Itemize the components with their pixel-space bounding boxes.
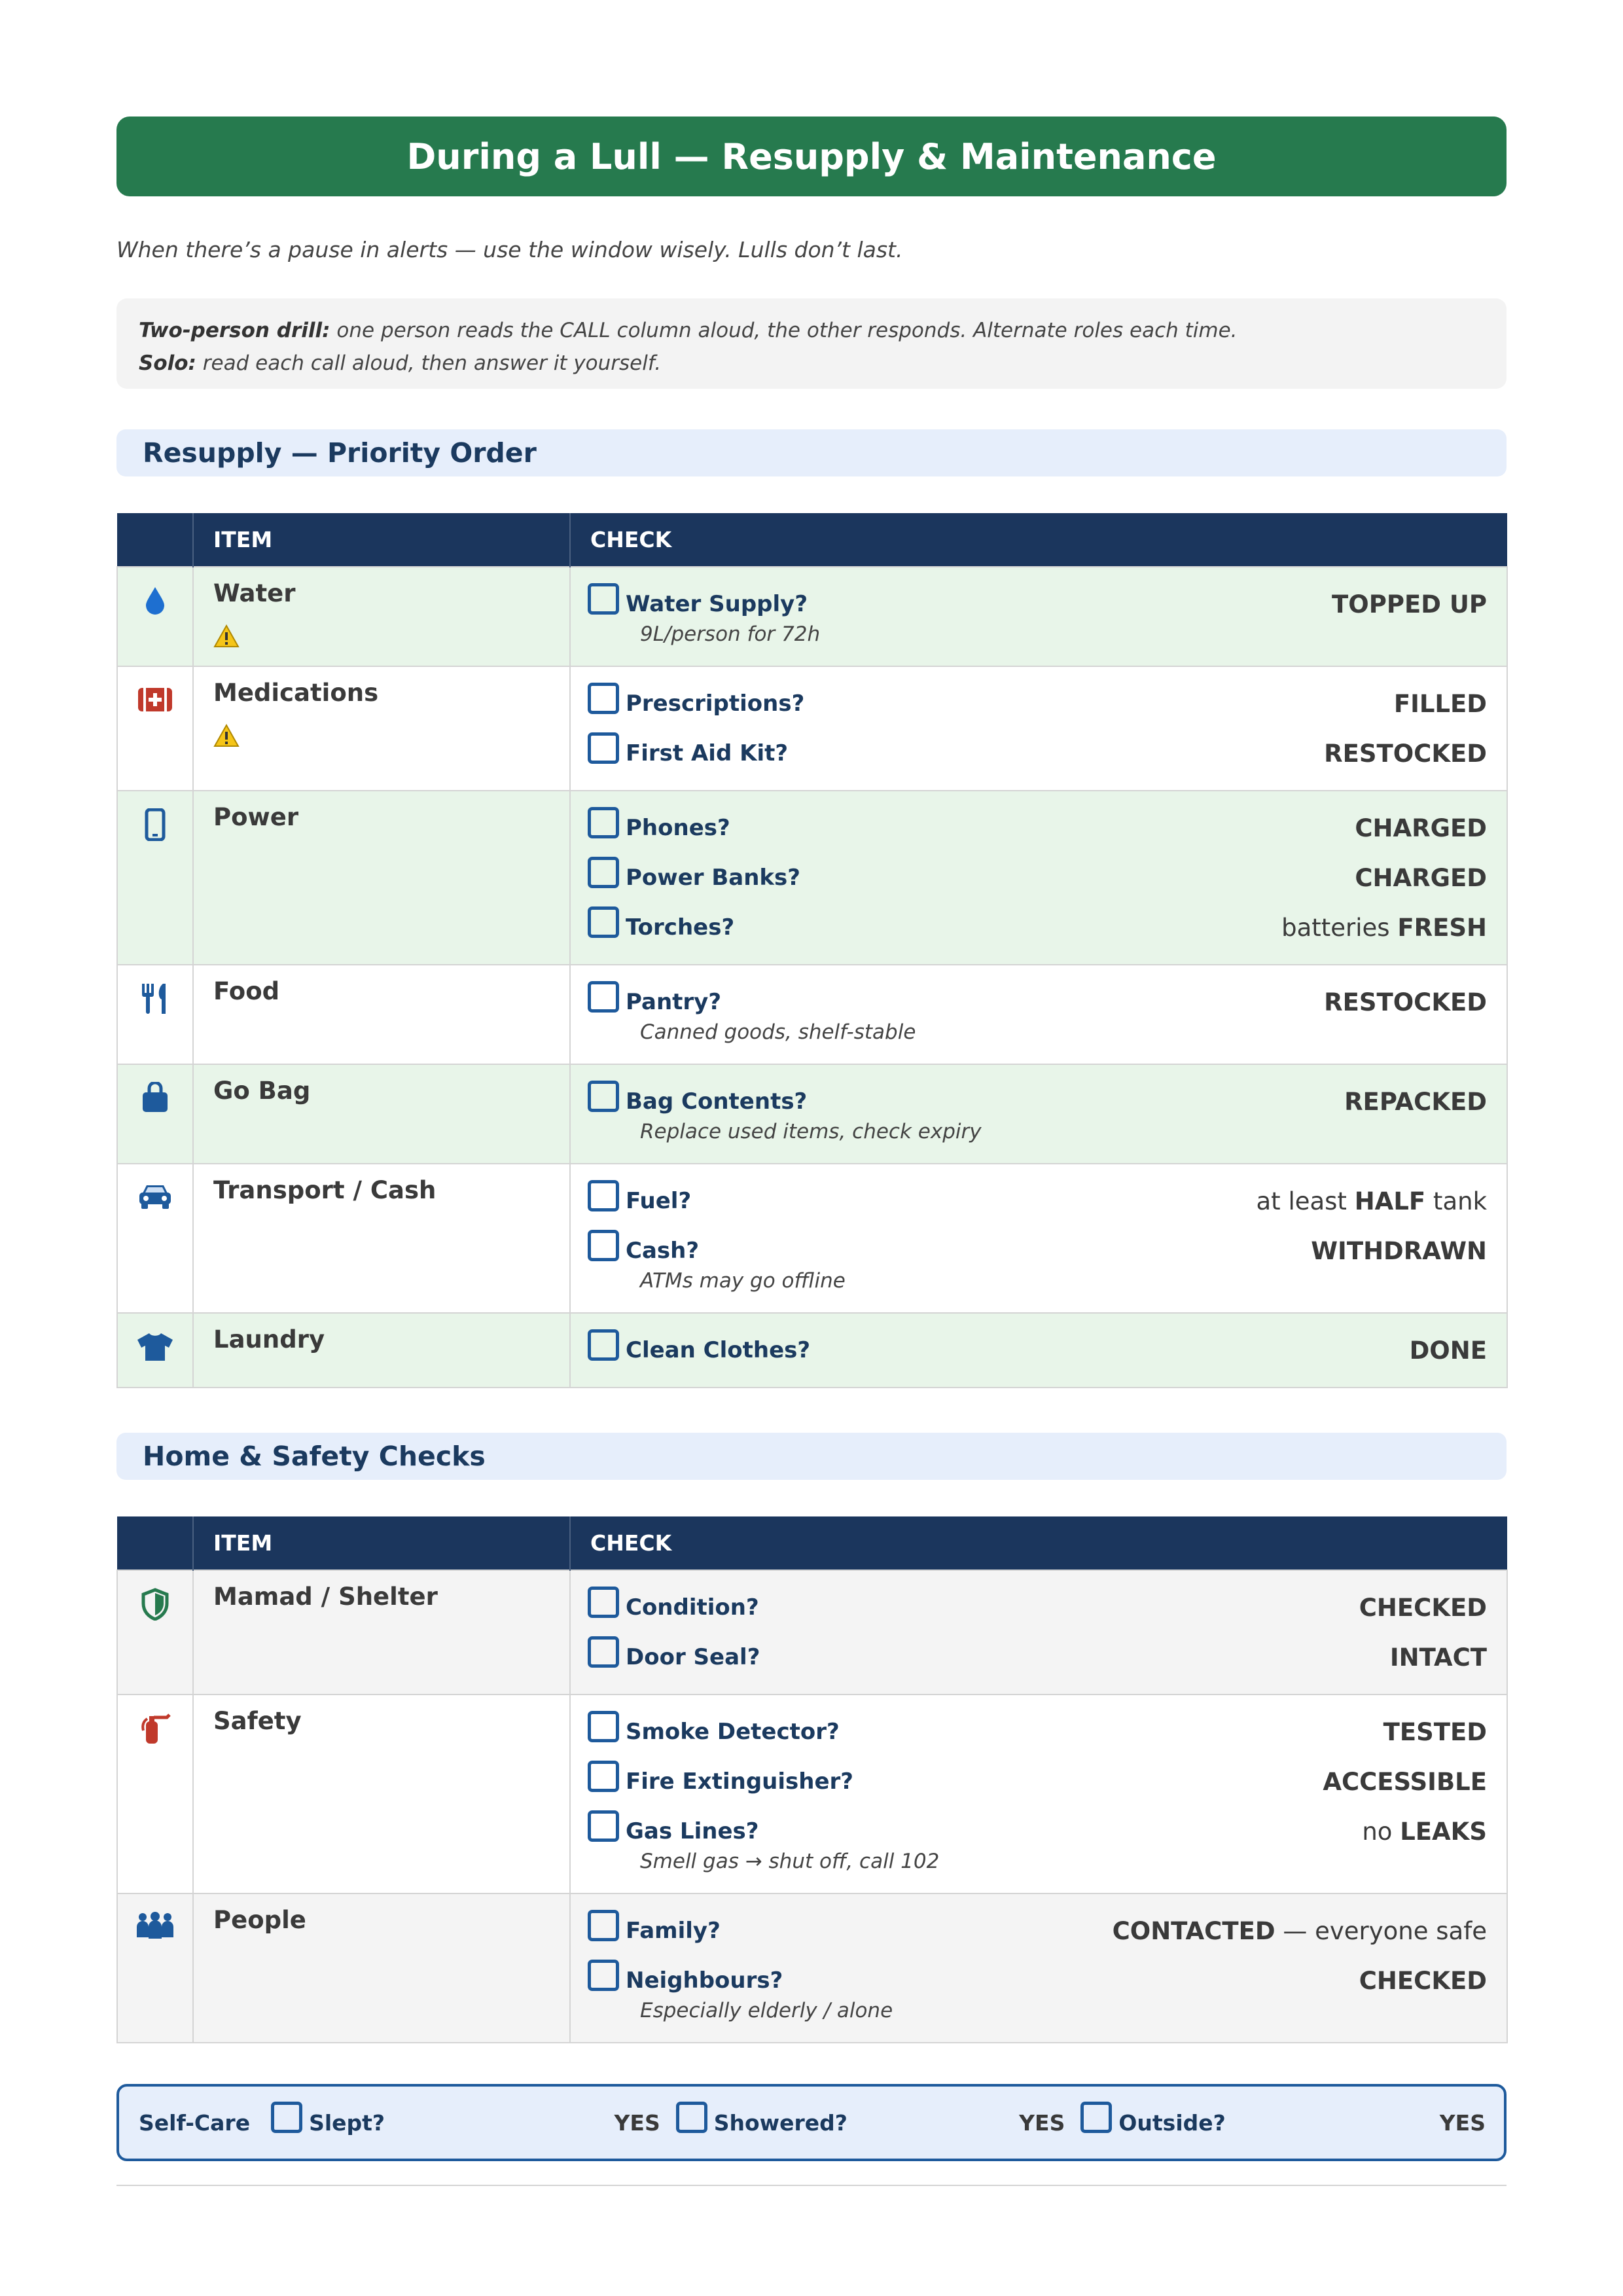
check-value [1281, 914, 1487, 942]
table-row [117, 1313, 1507, 1388]
check-value [1344, 1088, 1487, 1116]
check-value [1355, 814, 1487, 842]
drill-solo-label: Solo: [139, 351, 196, 375]
check-line [588, 679, 1487, 728]
check-value-suffix: — everyone safe [1275, 1916, 1487, 1945]
check-question: Water Supply? [626, 591, 808, 617]
check-question: Torches? [626, 914, 735, 941]
check-question: Family? [626, 1918, 721, 1944]
checkbox[interactable] [588, 583, 619, 615]
drill-two-label: Two-person drill: [139, 319, 330, 342]
row-item-label: Food [213, 977, 280, 1005]
check-value [1323, 1768, 1487, 1796]
row-check-cell [570, 1064, 1507, 1164]
check-line [588, 1707, 1487, 1757]
checkbox[interactable] [588, 1230, 619, 1261]
check-question: First Aid Kit? [626, 740, 789, 766]
header-check: CHECK [570, 513, 1507, 567]
row-item-label: Power [213, 803, 299, 831]
check-line [588, 853, 1487, 903]
check-value [1394, 690, 1487, 718]
check-question: Phones? [626, 815, 730, 841]
checkbox[interactable] [588, 732, 619, 764]
table-row [117, 666, 1507, 791]
check-value-prefix: batteries [1281, 913, 1398, 942]
check-line [588, 1956, 1487, 2005]
row-item-cell [193, 567, 570, 666]
check-question: Bag Contents? [626, 1088, 808, 1115]
drill-two-text: one person reads the CALL column aloud, the other responds. Alternate roles each time. [330, 319, 1238, 342]
check-value [1332, 590, 1487, 619]
table-row [117, 791, 1507, 965]
check-question: Neighbours? [626, 1967, 783, 1994]
check-value-main: CHARGED [1355, 814, 1487, 842]
self-care-item [271, 2107, 676, 2138]
check-note: ATMs may go offline [640, 1269, 846, 1293]
checkbox[interactable] [588, 1810, 619, 1842]
drill-solo-text: read each call aloud, then answer it yourself. [196, 351, 662, 375]
check-value [1383, 1718, 1487, 1746]
shirt-icon [136, 1352, 174, 1365]
check-note: Replace used items, check expiry [640, 1120, 982, 1143]
shield-icon [141, 1611, 169, 1623]
check-value [1359, 1594, 1487, 1622]
row-icon-cell [117, 567, 193, 666]
fire-extinguisher-icon [138, 1735, 172, 1748]
check-value-main: WITHDRAWN [1311, 1236, 1487, 1265]
check-line [588, 1906, 1487, 1956]
row-icon-cell [117, 1570, 193, 1695]
check-line [588, 903, 1487, 952]
self-care-answer: YES [1019, 2109, 1065, 2136]
header-item: ITEM [193, 513, 570, 567]
checkbox[interactable] [588, 1711, 619, 1742]
checkbox[interactable] [588, 1180, 619, 1211]
self-care-item [676, 2107, 1081, 2138]
row-item-cell [193, 1313, 570, 1388]
table-row [117, 567, 1507, 666]
check-line [588, 579, 1487, 629]
row-check-cell [570, 1164, 1507, 1313]
self-care-bar [116, 2084, 1507, 2161]
check-value [1390, 1643, 1487, 1672]
checkbox[interactable] [588, 807, 619, 838]
table-row [117, 1893, 1507, 2043]
header-item: ITEM [193, 1516, 570, 1570]
checkbox[interactable] [588, 1761, 619, 1792]
home-safety-table [116, 1516, 1508, 2043]
self-care-question: Outside? [1118, 2109, 1226, 2136]
check-line [588, 1632, 1487, 1682]
check-value-main: DONE [1409, 1336, 1487, 1365]
row-item-label: People [213, 1906, 306, 1934]
check-value [1362, 1818, 1487, 1846]
check-value-main: REPACKED [1344, 1087, 1487, 1116]
check-line [588, 1226, 1487, 1276]
check-value-suffix: tank [1425, 1187, 1487, 1215]
check-value-main: RESTOCKED [1324, 988, 1487, 1016]
check-value-main: CHECKED [1359, 1593, 1487, 1622]
checkbox[interactable] [271, 2102, 302, 2133]
check-note: 9L/person for 72h [640, 622, 821, 646]
check-value [1410, 1336, 1487, 1365]
row-icon-cell [117, 1313, 193, 1388]
check-line [588, 1806, 1487, 1856]
row-item-label: Transport / Cash [213, 1176, 437, 1204]
row-check-cell [570, 1695, 1507, 1893]
row-item-cell [193, 1695, 570, 1893]
row-check-cell [570, 1313, 1507, 1388]
table-row [117, 1164, 1507, 1313]
check-line [588, 977, 1487, 1027]
self-care-answer: YES [1439, 2109, 1486, 2136]
check-note: Smell gas → shut off, call 102 [640, 1850, 940, 1873]
check-question: Cash? [626, 1238, 700, 1264]
check-question: Door Seal? [626, 1644, 760, 1670]
check-value-prefix: at least [1256, 1187, 1355, 1215]
checkbox[interactable] [588, 906, 619, 938]
row-item-cell [193, 965, 570, 1064]
check-question: Smoke Detector? [626, 1719, 840, 1745]
checkbox[interactable] [588, 683, 619, 714]
checkbox[interactable] [588, 857, 619, 888]
row-item-cell [193, 666, 570, 791]
check-question: Prescriptions? [626, 691, 805, 717]
check-line [588, 1176, 1487, 1226]
self-care-answer: YES [614, 2109, 660, 2136]
bottom-divider [116, 2185, 1507, 2186]
warning-icon [213, 624, 550, 648]
row-icon-cell [117, 1064, 193, 1164]
phone-icon [145, 831, 166, 844]
row-item-label: Laundry [213, 1325, 325, 1354]
check-line [588, 1325, 1487, 1375]
self-care-label: Self-Care [139, 2109, 251, 2136]
bag-icon [140, 1103, 170, 1116]
check-value [1113, 1917, 1487, 1945]
row-item-label: Water [213, 579, 296, 607]
checkbox[interactable] [588, 1081, 619, 1112]
check-value-main: CONTACTED [1112, 1916, 1275, 1945]
row-item-label: Go Bag [213, 1077, 311, 1105]
row-item-label: Medications [213, 679, 379, 707]
row-check-cell [570, 1893, 1507, 2043]
row-item-label: Safety [213, 1707, 302, 1735]
page-title: During a Lull — Resupply & Maintenance [116, 117, 1507, 196]
check-value-main: CHECKED [1359, 1966, 1487, 1995]
check-value [1257, 1187, 1488, 1215]
row-icon-cell [117, 965, 193, 1064]
row-item-cell [193, 1064, 570, 1164]
row-item-cell [193, 1893, 570, 2043]
first-aid-kit-icon [137, 703, 173, 715]
header-icon [117, 513, 193, 567]
check-question: Fuel? [626, 1188, 692, 1214]
table-row [117, 1570, 1507, 1695]
checkbox[interactable] [588, 1587, 619, 1618]
row-item-cell [193, 1570, 570, 1695]
check-question: Power Banks? [626, 865, 800, 891]
check-line [588, 1757, 1487, 1806]
resupply-table [116, 513, 1508, 1388]
row-item-cell [193, 791, 570, 965]
check-line [588, 1077, 1487, 1126]
subtitle: When there’s a pause in alerts — use the window wisely. Lulls don’t last. [116, 237, 903, 262]
check-question: Pantry? [626, 989, 722, 1015]
check-question: Fire Extinguisher? [626, 1768, 854, 1795]
check-value-main: ACCESSIBLE [1323, 1767, 1487, 1796]
row-icon-cell [117, 1893, 193, 2043]
check-value [1355, 864, 1487, 892]
row-icon-cell [117, 791, 193, 965]
check-value-main: HALF [1354, 1187, 1426, 1215]
row-item-label: Mamad / Shelter [213, 1583, 438, 1611]
check-value [1359, 1967, 1487, 1995]
water-drop-icon [142, 606, 168, 619]
table-row [117, 1064, 1507, 1164]
check-value-prefix: no [1362, 1817, 1400, 1846]
check-line [588, 728, 1487, 778]
table-row [117, 1695, 1507, 1893]
check-note: Canned goods, shelf-stable [640, 1020, 916, 1044]
self-care-question: Showered? [713, 2109, 847, 2136]
checkbox[interactable] [588, 1636, 619, 1668]
row-check-cell [570, 567, 1507, 666]
row-check-cell [570, 791, 1507, 965]
checkbox[interactable] [588, 1910, 619, 1941]
row-icon-cell [117, 1164, 193, 1313]
checkbox[interactable] [1080, 2102, 1112, 2133]
check-value [1311, 1237, 1487, 1265]
car-icon [137, 1200, 173, 1213]
check-value [1324, 988, 1487, 1016]
check-value-main: FILLED [1393, 689, 1487, 718]
check-value-main: RESTOCKED [1324, 739, 1487, 768]
row-check-cell [570, 1570, 1507, 1695]
check-question: Gas Lines? [626, 1818, 759, 1844]
self-care-question: Slept? [309, 2109, 385, 2136]
check-value-main: CHARGED [1355, 863, 1487, 892]
drill-instructions [116, 298, 1507, 389]
checkbox[interactable] [588, 981, 619, 1013]
row-check-cell [570, 666, 1507, 791]
check-line [588, 803, 1487, 853]
warning-icon [213, 724, 550, 747]
checkbox[interactable] [676, 2102, 707, 2133]
check-question: Clean Clothes? [626, 1337, 811, 1363]
check-value-main: INTACT [1389, 1643, 1487, 1672]
section-title-home-safety: Home & Safety Checks [116, 1433, 1507, 1480]
table-row [117, 965, 1507, 1064]
row-icon-cell [117, 666, 193, 791]
utensils-icon [139, 1005, 171, 1018]
row-icon-cell [117, 1695, 193, 1893]
check-value-main: LEAKS [1400, 1817, 1487, 1846]
check-question: Condition? [626, 1594, 759, 1621]
section-title-resupply: Resupply — Priority Order [116, 429, 1507, 476]
check-line [588, 1583, 1487, 1632]
page [116, 117, 1507, 2186]
check-note: Especially elderly / alone [640, 1999, 893, 2022]
checkbox[interactable] [588, 1960, 619, 1991]
self-care-item [1080, 2107, 1486, 2138]
check-value-main: TESTED [1383, 1717, 1487, 1746]
header-check: CHECK [570, 1516, 1507, 1570]
check-value [1324, 740, 1487, 768]
header-icon [117, 1516, 193, 1570]
row-item-cell [193, 1164, 570, 1313]
check-value-main: TOPPED UP [1332, 590, 1487, 619]
checkbox[interactable] [588, 1329, 619, 1361]
check-value-main: FRESH [1397, 913, 1487, 942]
people-icon [135, 1930, 175, 1943]
row-check-cell [570, 965, 1507, 1064]
